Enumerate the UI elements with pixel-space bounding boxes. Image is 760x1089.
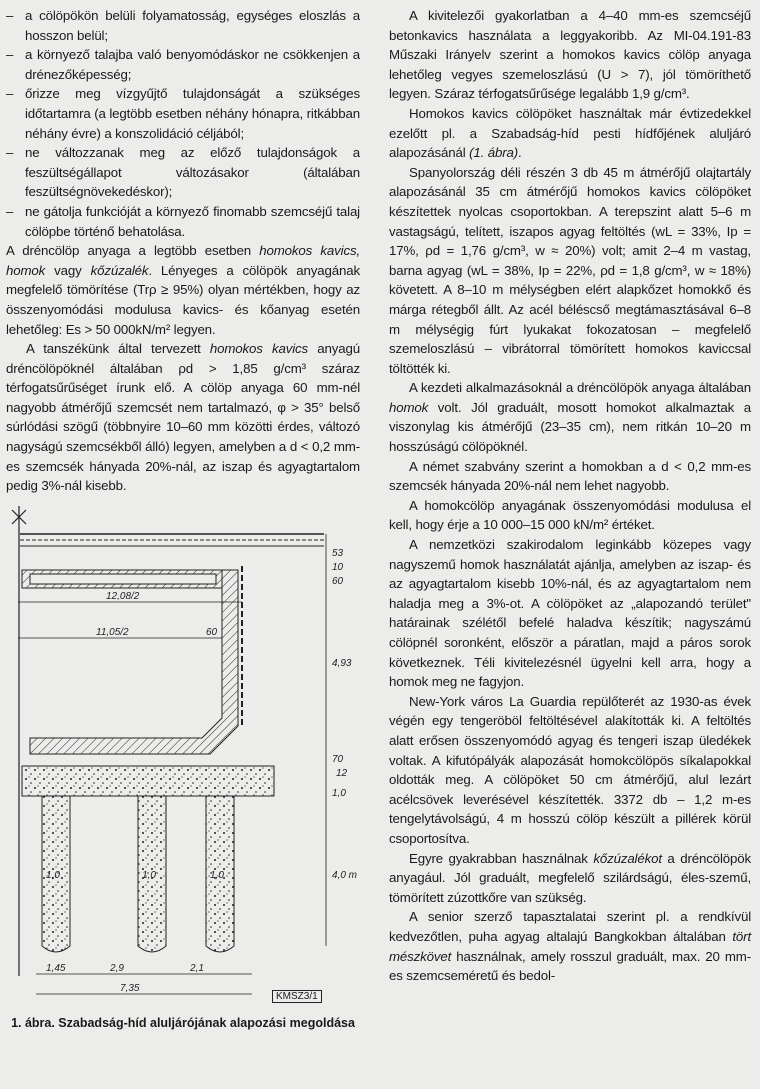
dim-label: 53 [332, 548, 344, 559]
dim-label: 1,0 [142, 870, 156, 881]
dim-label: 4,93 [332, 658, 352, 669]
text-run: használnak, amely rosszul graduált, max. 20 mm-es szemcseméretű és bedol- [389, 948, 751, 984]
paragraph [389, 378, 751, 456]
dim-label: 12 [336, 768, 348, 779]
dim-label: 2,1 [190, 963, 204, 974]
road-layers [20, 534, 324, 546]
foundation-section-drawing [6, 506, 360, 1046]
dim-label: 1,0 [210, 870, 224, 881]
emphasis: homokos kavics, homok [6, 243, 360, 278]
dim-label: 1,0 [46, 870, 60, 881]
text-run: A senior szerző tapasztalatai szerint pl. a rendkívül kedvezőtlen, puha agyag altalajú Bangkokban általában [389, 909, 751, 944]
roof-slab-inner [30, 574, 216, 584]
dim-label: 70 [332, 754, 344, 765]
dim-label: 1,45 [46, 963, 66, 974]
dim-label: 60 [332, 576, 344, 587]
emphasis: (1. ábra) [469, 145, 519, 161]
figure-code: KMSZ3/1 [272, 990, 322, 1003]
text-run: A kezdeti alkalmazásoknál a dréncölöpök anyaga általában [409, 380, 751, 396]
text-run: vagy [45, 262, 91, 278]
text-run: a dréncölöpök anyagául. Jól graduált, megfelelő szilárdságú, éles-szemű, tömörített zúzottkőre van szükség. [389, 850, 751, 905]
right-column [389, 6, 751, 986]
bullet-item: – őrizze meg vízgyűjtő tulajdonságát a szükséges időtartamra (a legtöbb esetben néhány hónapra, ritkábban néhány évre) a konszolidáció céljából; [6, 84, 360, 143]
dim-label: 60 [206, 627, 218, 638]
text-run: A dréncölöp anyaga a legtöbb esetben [6, 243, 260, 259]
dim-label: 10 [332, 562, 344, 573]
text-run: anyagú dréncölöpöknél általában ρd > 1,85 g/cm³ száraz térfogatsűrűséget írunk elő. A cölöp anyaga 60 mm-nél nagyobb átmérőjű szemcsét nem tartalmazó, φ > 35° belső súrlódási szögű (többnyire 10–60 mm közötti érdes, változó nagyságú szemcsékből álló) legyen, amelyben a d < 0,2 mm-es szemcsék hányada 20%-nál, az iszap és agyagtartalom pedig 3%-nál kisebb. [6, 341, 360, 494]
dim-label: 7,35 [120, 983, 140, 994]
bullet-item: – ne gátolja funkcióját a környező finomabb szemcséjű talaj cölöpbe történő behatolása. [6, 202, 360, 241]
base-slab [22, 766, 274, 796]
dim-label: 12,08/2 [106, 591, 140, 602]
paragraph [389, 849, 751, 908]
text-run: Homokos kavics cölöpöket használtak már évtizedekkel ezelőtt pl. a Szabadság-híd pesti hídfőjének aluljáró alapozásánál [389, 105, 751, 161]
text-run: volt. Jól graduált, mosott homokot alkalmaztak a viszonylag kis átmérőjű (23–35 cm), nem ritkán 10–20 m hosszúságú cölöpöknél. [389, 399, 751, 455]
paragraph: A kivitelezői gyakorlatban a 4–40 mm-es szemcséjű betonkavics használata a leggyakoribb. Az MI-04.191-83 Műszaki Irányelv szerint a homokos kavics cölöp anyaga lehetőleg vegyes szemeloszlású (U > 7), jól tömöríthető legyen. Száraz térfogatsűrűsége legalább 1,9 g/cm³. [389, 8, 751, 102]
dim-label: 2,9 [110, 963, 124, 974]
dim-label: 11,05/2 [96, 627, 129, 638]
emphasis: kőzúzalékot [593, 850, 662, 866]
bullet-item: – a környező talajba való benyomódáskor ne csökkenjen a drénezőképesség; [6, 45, 360, 84]
text-run: Egyre gyakrabban használnak [409, 850, 594, 866]
emphasis: kőzúzalék [90, 262, 149, 278]
dim-label: 1,0 [332, 788, 346, 799]
piles [42, 796, 234, 952]
paragraph [6, 339, 360, 496]
bullet-item: – a cölöpökön belüli folyamatosság, egységes eloszlás a hosszon belül; [6, 6, 360, 45]
left-column [6, 6, 360, 496]
text-run: . Lényeges a cölöpök anyagának megfelelő tömörítése (Trρ ≥ 95%) olyan mértékben, hogy az összenyomódási modulusa kavics- és kőanyag esetén lehetőleg: Es > 50 000kN/m² legyen. [6, 262, 360, 337]
text-run: . [518, 145, 522, 161]
emphasis: homok [389, 399, 429, 415]
paragraph [389, 907, 751, 985]
paragraph: A német szabvány szerint a homokban a d < 0,2 mm-es szemcsék hányada 20%-nál nem lehet nagyobb. [389, 458, 751, 494]
paragraph [389, 104, 751, 163]
figure-caption: 1. ábra. Szabadság-híd aluljárójának alapozási megoldása [11, 1016, 355, 1030]
paragraph [6, 241, 360, 339]
paragraph: A homokcölöp anyagának összenyomódási modulusa el kell, hogy érje a 10 000–15 000 kN/m² értéket. [389, 497, 751, 533]
paragraph: Spanyolország déli részén 3 db 45 m átmérőjű olajtartály alapozásánál 35 cm átmérőjű homokos kavics cölöpöket készítettek nyolcas csoportokban. A terepszint alatt 5–6 m vastagságú, telített, iszapos agyag feltöltés (wL = 33%, Ip = 17%, ρd = 1,76 g/cm³, w ≈ 20%) volt; amit 2–4 m vastag, barna agyag (wL = 38%, Ip = 22%, ρd = 1,8 g/cm³, w ≈ 18%) követett. A 8–10 m mélységben elért alapkőzet homokkő és márga rétegből állt. Az acél béléscső megtámasztásával 6–8 m mélységig fúrt lyukakat fokozatosan – megfelelő szemeloszlású – vibrátorral tömörített homokos kaviccsal töltötték ki. [389, 164, 751, 376]
text-run: A tanszékünk által tervezett [26, 341, 210, 357]
emphasis: homokos kavics [209, 341, 309, 357]
bullet-item: – ne változzanak meg az előző tulajdonságok a feszültségállapot változásakor (általában feszültségnövekedéskor); [6, 143, 360, 202]
paragraph: A nemzetközi szakirodalom leginkább közepes vagy nagyszemű homok használatát ajánlja, amelyben az iszap- és az agyagtartalom kisebb 10%-nál, és az agyagtartalom nem haladja meg a 3%-ot. A cölöpöket az „alapozandó terület" határainak szélétől befelé haladva készítik; nagyszámú cölöpnél soronként, először a páratlan, majd a páros sorok következnek. Téli kivitelezésnél ügyelni kell arra, hogy a homok meg ne fagyjon. [389, 537, 751, 690]
paragraph: New-York város La Guardia repülőterét az 1930-as évek végén egy tengeröböl feltöltésével alakították ki. A feltöltés alatt erősen összenyomódó agyag és tengeri iszap üledékek voltak. A kifutópályák alapozását homokcölöpös síkalapokkal oldották meg. A cölöpöket 50 cm átmérőjű, alul lezárt acélcsövek leverésével készítették. 3372 db – 1,2 m-es tengelytávolságú, 4 m hosszú cölöp készült a pillérek körül csoportosítva. [389, 693, 751, 846]
dim-label: 4,0 m [332, 870, 358, 881]
emphasis: tört mészkövet [389, 928, 751, 964]
